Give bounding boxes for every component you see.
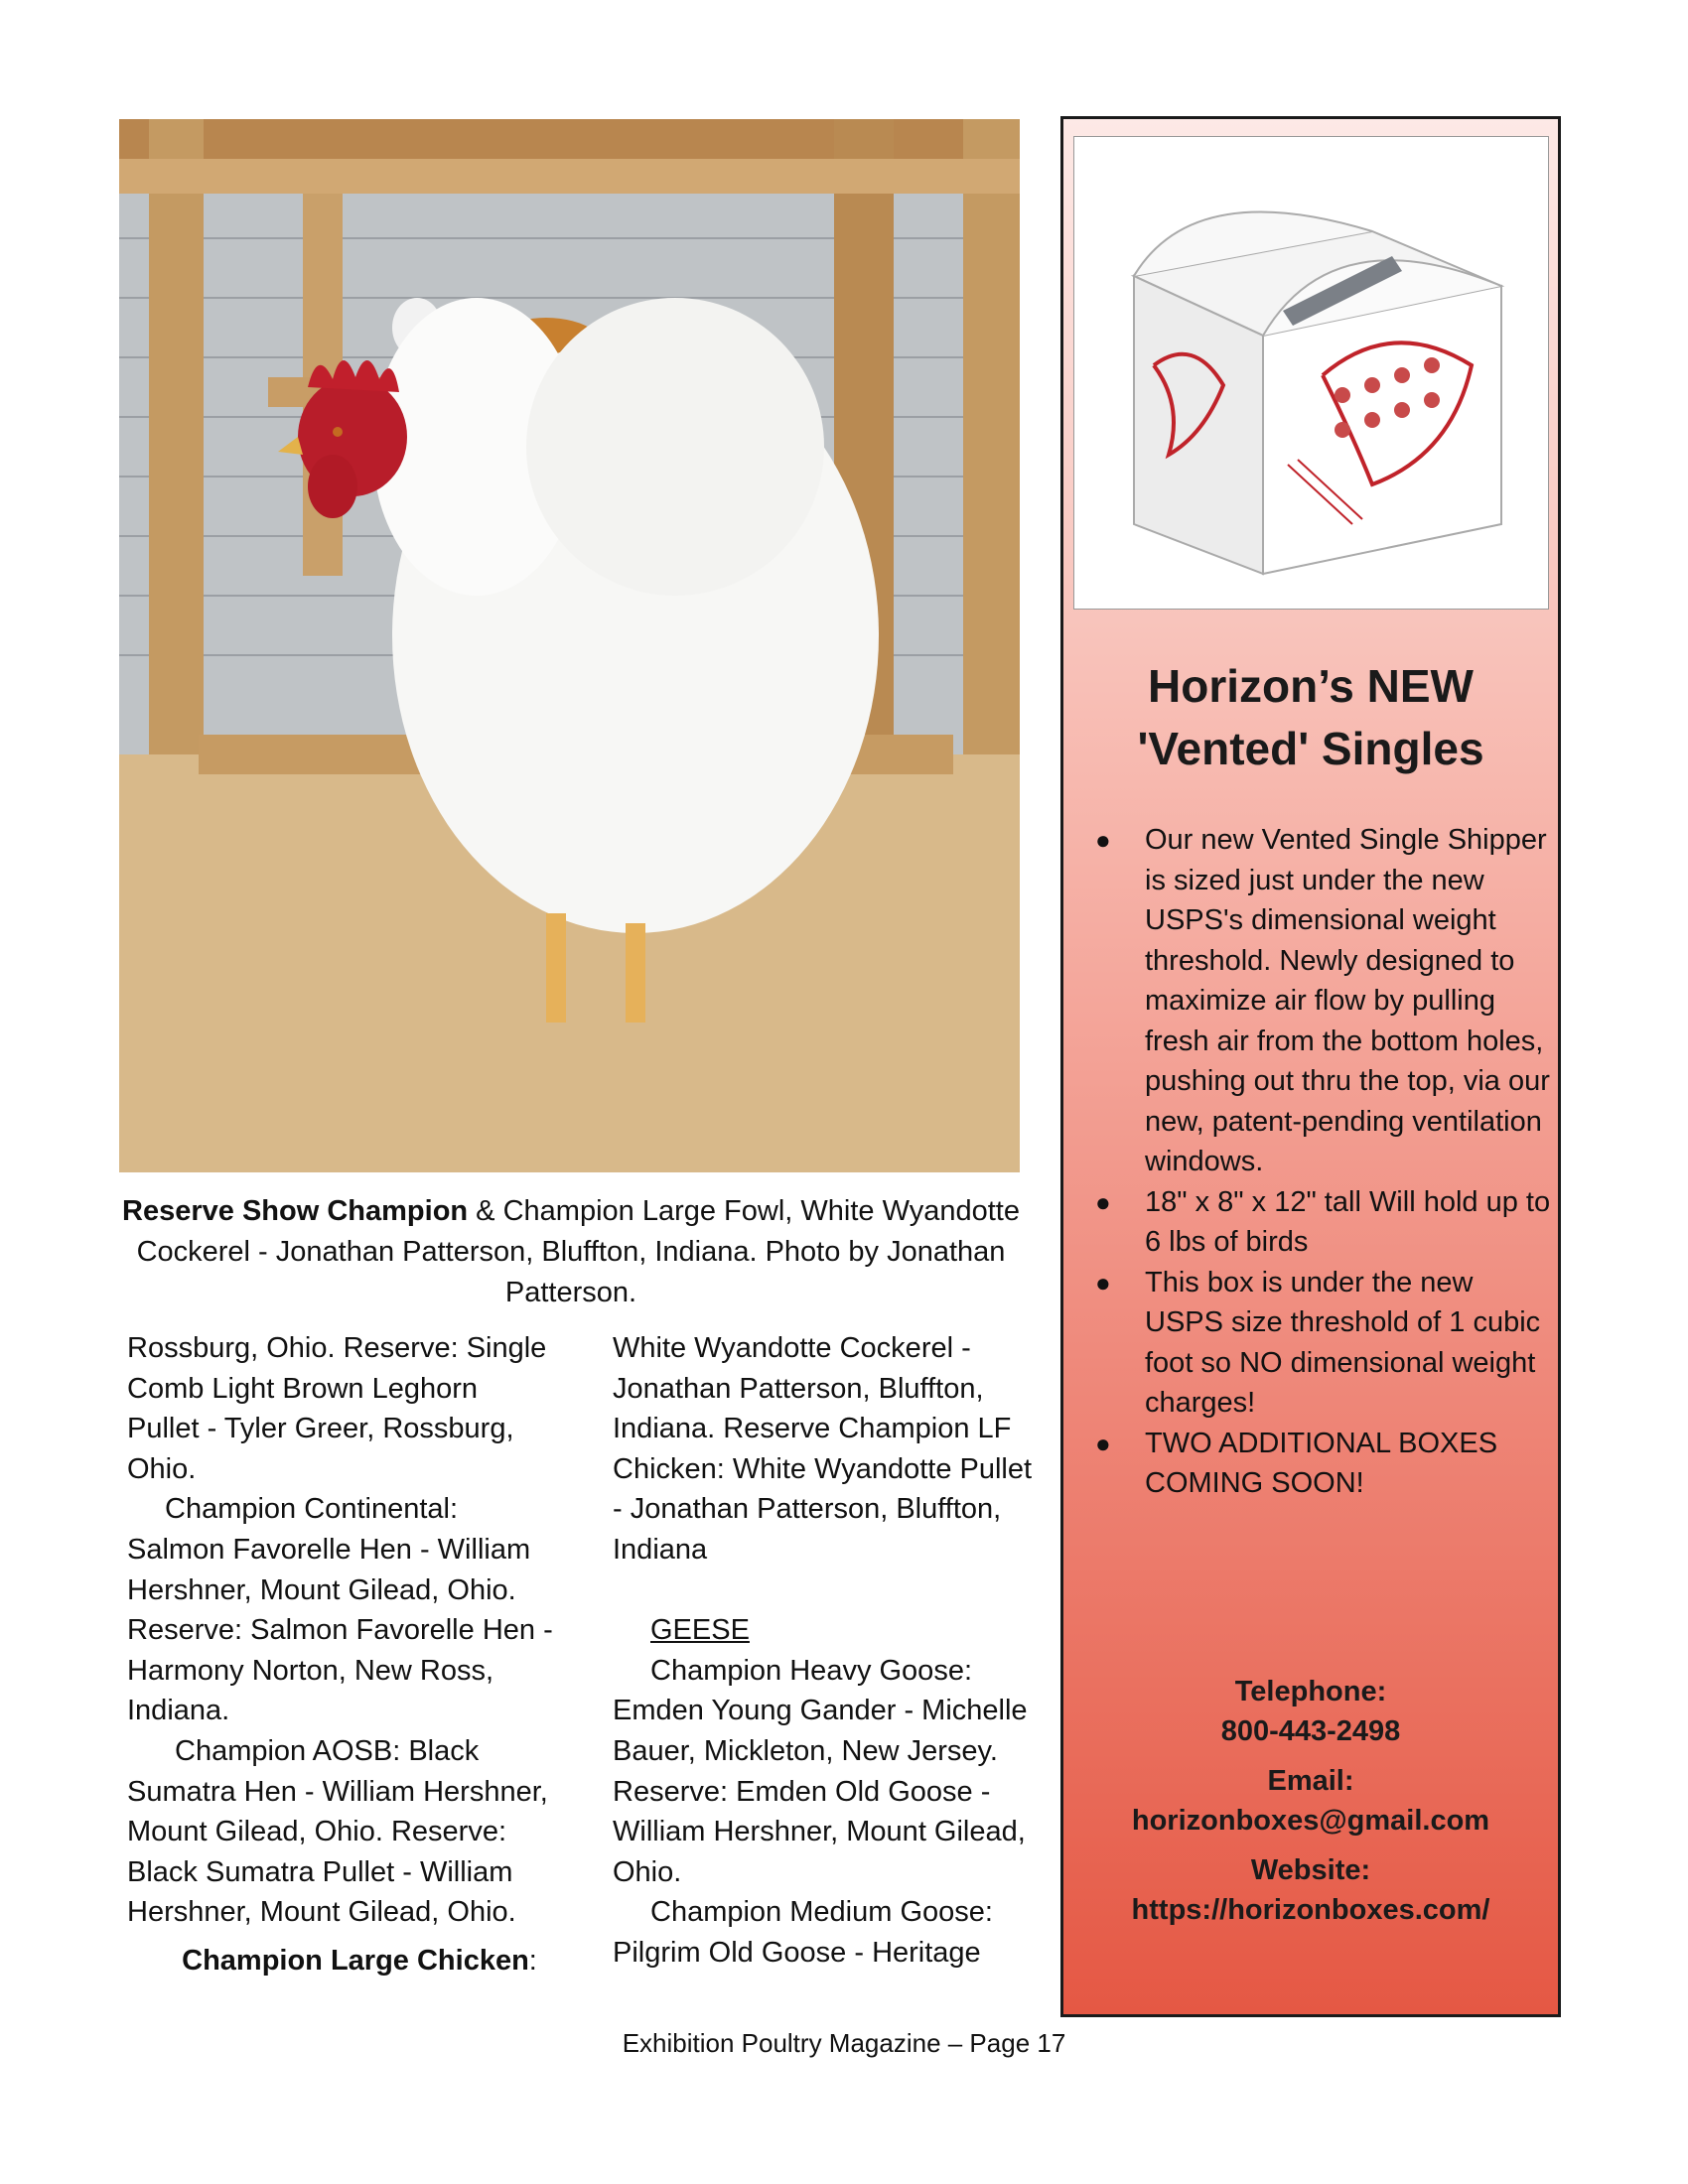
ad-bullet-item xyxy=(1095,1424,1552,1504)
ad-bullet-text: TWO ADDITIONAL BOXES COMING SOON! xyxy=(1145,1427,1498,1499)
photo-caption xyxy=(119,1191,1023,1313)
caption-text: & Champion Large Fowl, White Wyandotte Cockerel - Jonathan Patterson, Bluffton, Indiana. Photo by Jonathan Patterson. xyxy=(136,1195,1020,1308)
telephone-block xyxy=(1060,1672,1561,1751)
col1-paragraph-4 xyxy=(127,1941,554,1981)
ad-title-line-2: 'Vented' Singles xyxy=(1137,723,1484,774)
champion-large-chicken-heading: Champion Large Chicken xyxy=(182,1944,529,1977)
bullet-icon: ● xyxy=(1095,1267,1111,1297)
bullet-icon: ● xyxy=(1095,1428,1111,1458)
telephone-label: Telephone: xyxy=(1234,1676,1387,1707)
ad-bullet-text: Our new Vented Single Shipper is sized just under the new USPS's dimensional weight threshold. Newly designed to maximize air flow by pulling fresh air from the bottom holes, pushing out thru the top, via our new, patent-pending ventilation windows. xyxy=(1145,824,1550,1177)
rooster-photo xyxy=(119,119,1020,1172)
ad-bullet-text: This box is under the new USPS size threshold of 1 cubic foot so NO dimensional weight charges! xyxy=(1145,1266,1541,1419)
page-footer: Exhibition Poultry Magazine – Page 17 xyxy=(622,2028,1066,2058)
col1-paragraph-3: Champion AOSB: Black Sumatra Hen - William Hershner, Mount Gilead, Ohio. Reserve: Black Sumatra Pullet - William Hershner, Mount Gilead, Ohio. xyxy=(127,1734,548,1929)
ad-title xyxy=(1060,655,1561,780)
ad-bullet-item xyxy=(1095,820,1552,1182)
email-label: Email: xyxy=(1267,1765,1354,1797)
bullet-icon: ● xyxy=(1095,825,1111,855)
bullet-icon: ● xyxy=(1095,1186,1111,1217)
col1-paragraph-2: Champion Continental: Salmon Favorelle Hen - William Hershner, Mount Gilead, Ohio. Reserve: Salmon Favorelle Hen - Harmony Norton, New Ross, Indiana. xyxy=(127,1493,553,1727)
caption-bold: Reserve Show Champion xyxy=(122,1195,469,1227)
article-column-2 xyxy=(613,1328,1040,1974)
telephone-number[interactable]: 800-443-2498 xyxy=(1220,1715,1401,1747)
shipping-box-image xyxy=(1073,136,1549,610)
website-block xyxy=(1060,1850,1561,1930)
col1-colon: : xyxy=(528,1944,537,1977)
ad-bullet-text: 18" x 8" x 12" tall Will hold up to 6 lbs of birds xyxy=(1145,1185,1551,1258)
col2-spacer xyxy=(613,1570,1040,1611)
ad-bullet-item xyxy=(1095,1263,1552,1424)
col2-paragraph-1: White Wyandotte Cockerel - Jonathan Patterson, Bluffton, Indiana. Reserve Champion LF Chicken: White Wyandotte Pullet - Jonathan Patterson, Bluffton, Indiana xyxy=(613,1332,1033,1566)
website-link[interactable]: https://horizonboxes.com/ xyxy=(1131,1894,1490,1926)
col2-paragraph-3: Champion Medium Goose: Pilgrim Old Goose - Heritage xyxy=(613,1896,993,1969)
email-link[interactable]: horizonboxes@gmail.com xyxy=(1131,1805,1490,1837)
article-column-1 xyxy=(127,1328,554,1981)
ad-title-line-1: Horizon’s NEW xyxy=(1148,660,1474,712)
col2-paragraph-2: Champion Heavy Goose: Emden Young Gander - Michelle Bauer, Mickleton, New Jersey. Reserve: Emden Old Goose - William Hershner, Mount Gilead, Ohio. xyxy=(613,1654,1028,1888)
ad-feature-list xyxy=(1095,820,1552,1504)
website-label: Website: xyxy=(1250,1854,1371,1886)
email-block xyxy=(1060,1761,1561,1841)
geese-heading: GEESE xyxy=(650,1614,750,1647)
ad-bullet-item xyxy=(1095,1182,1552,1263)
col1-paragraph-1: Rossburg, Ohio. Reserve: Single Comb Light Brown Leghorn Pullet - Tyler Greer, Rossburg, Ohio. xyxy=(127,1332,547,1485)
